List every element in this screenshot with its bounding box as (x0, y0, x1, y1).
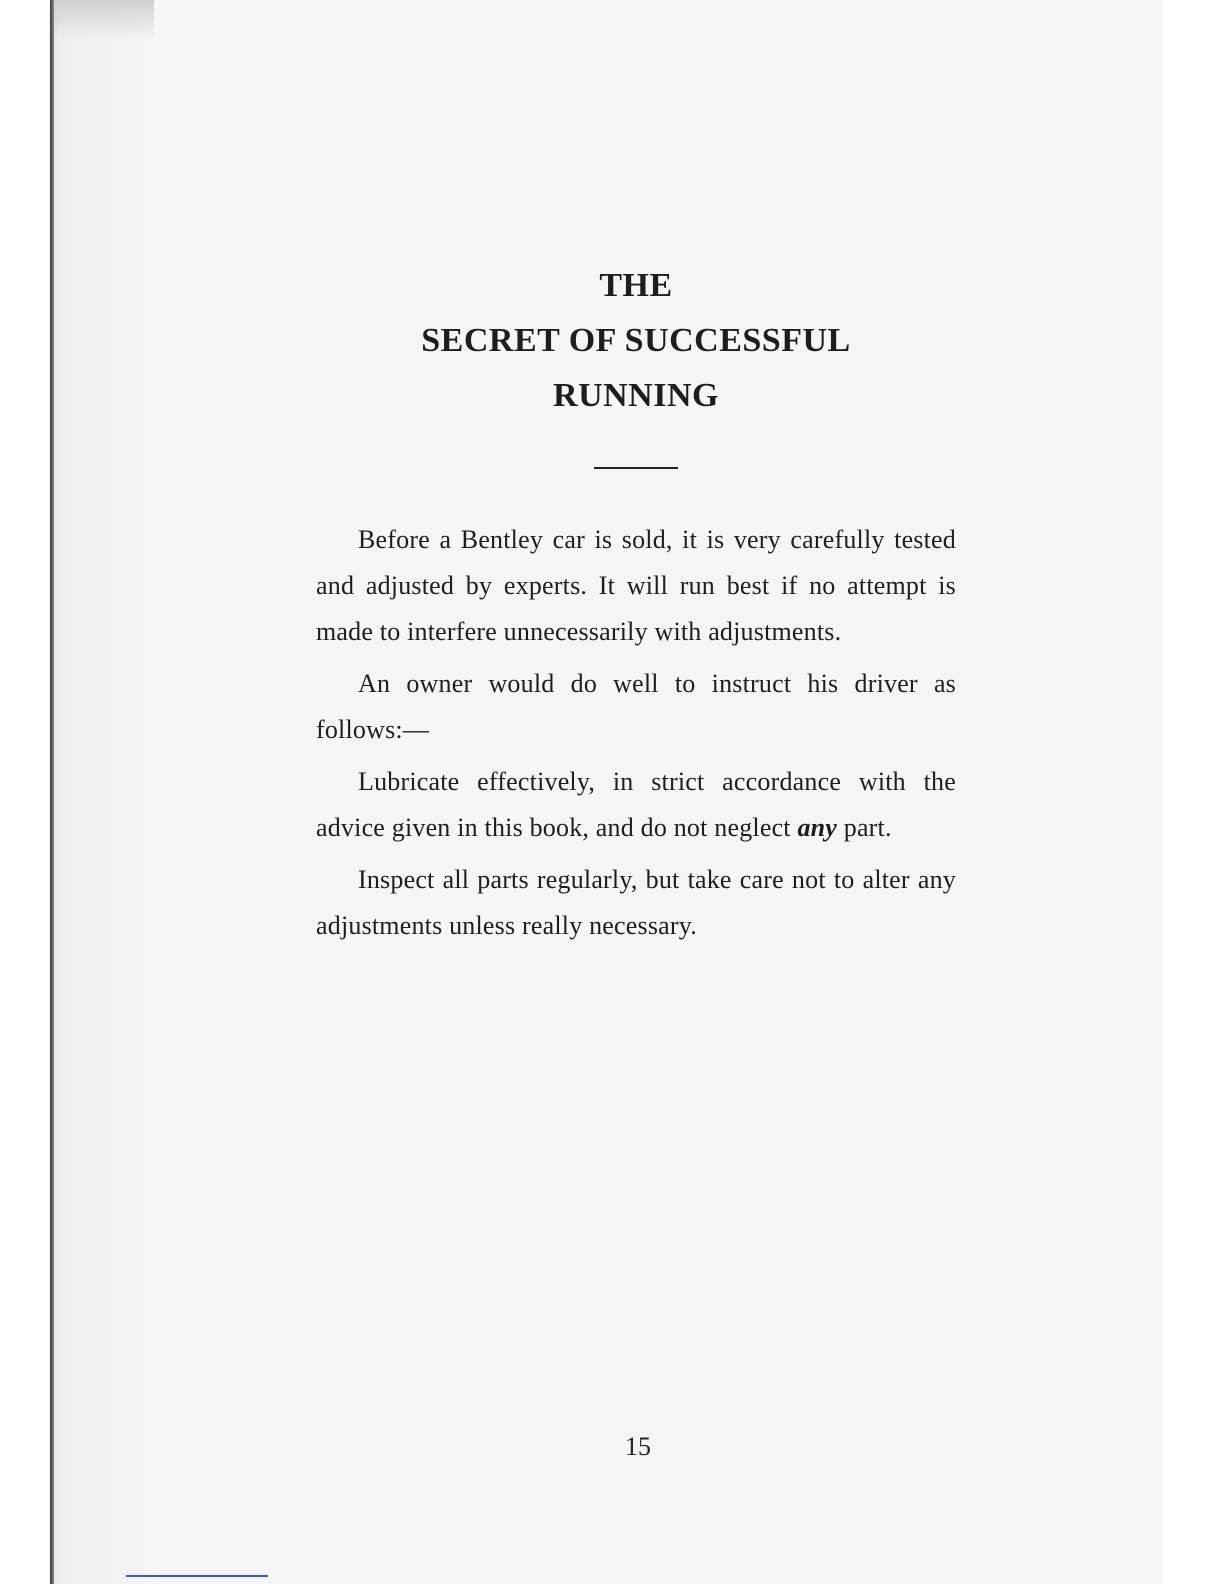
paragraph-3-emphasis: any (797, 813, 838, 842)
page-corner-shadow (54, 0, 154, 40)
title-divider (594, 467, 678, 469)
page-number: 15 (625, 1432, 651, 1461)
title-line-1: THE (599, 267, 673, 304)
binding-edge (50, 0, 54, 1584)
bottom-link-underline[interactable] (126, 1575, 268, 1577)
page-content (316, 258, 956, 955)
title-line-2: SECRET OF SUCCESSFUL (421, 322, 851, 359)
paragraph-4: Inspect all parts regularly, but take care not to alter any adjustments unless really necessary. (316, 865, 956, 940)
page-right-margin (1162, 0, 1224, 1584)
title-line-3: RUNNING (553, 377, 719, 414)
paragraph-3 (316, 759, 956, 851)
binding-gutter (0, 0, 160, 1584)
paragraph-3-text-end: part. (837, 813, 892, 842)
paragraph-2: An owner would do well to instruct his driver as follows:— (316, 669, 956, 744)
paragraph-1: Before a Bentley car is sold, it is very carefully tested and adjusted by experts. It will run best if no attempt is made to interfere unnecessarily with adjustments. (316, 525, 956, 646)
paragraph-3-text-start: Lubricate effectively, in strict accordance with the advice given in this book, and do not neglect (316, 767, 956, 842)
page-title (316, 258, 956, 423)
